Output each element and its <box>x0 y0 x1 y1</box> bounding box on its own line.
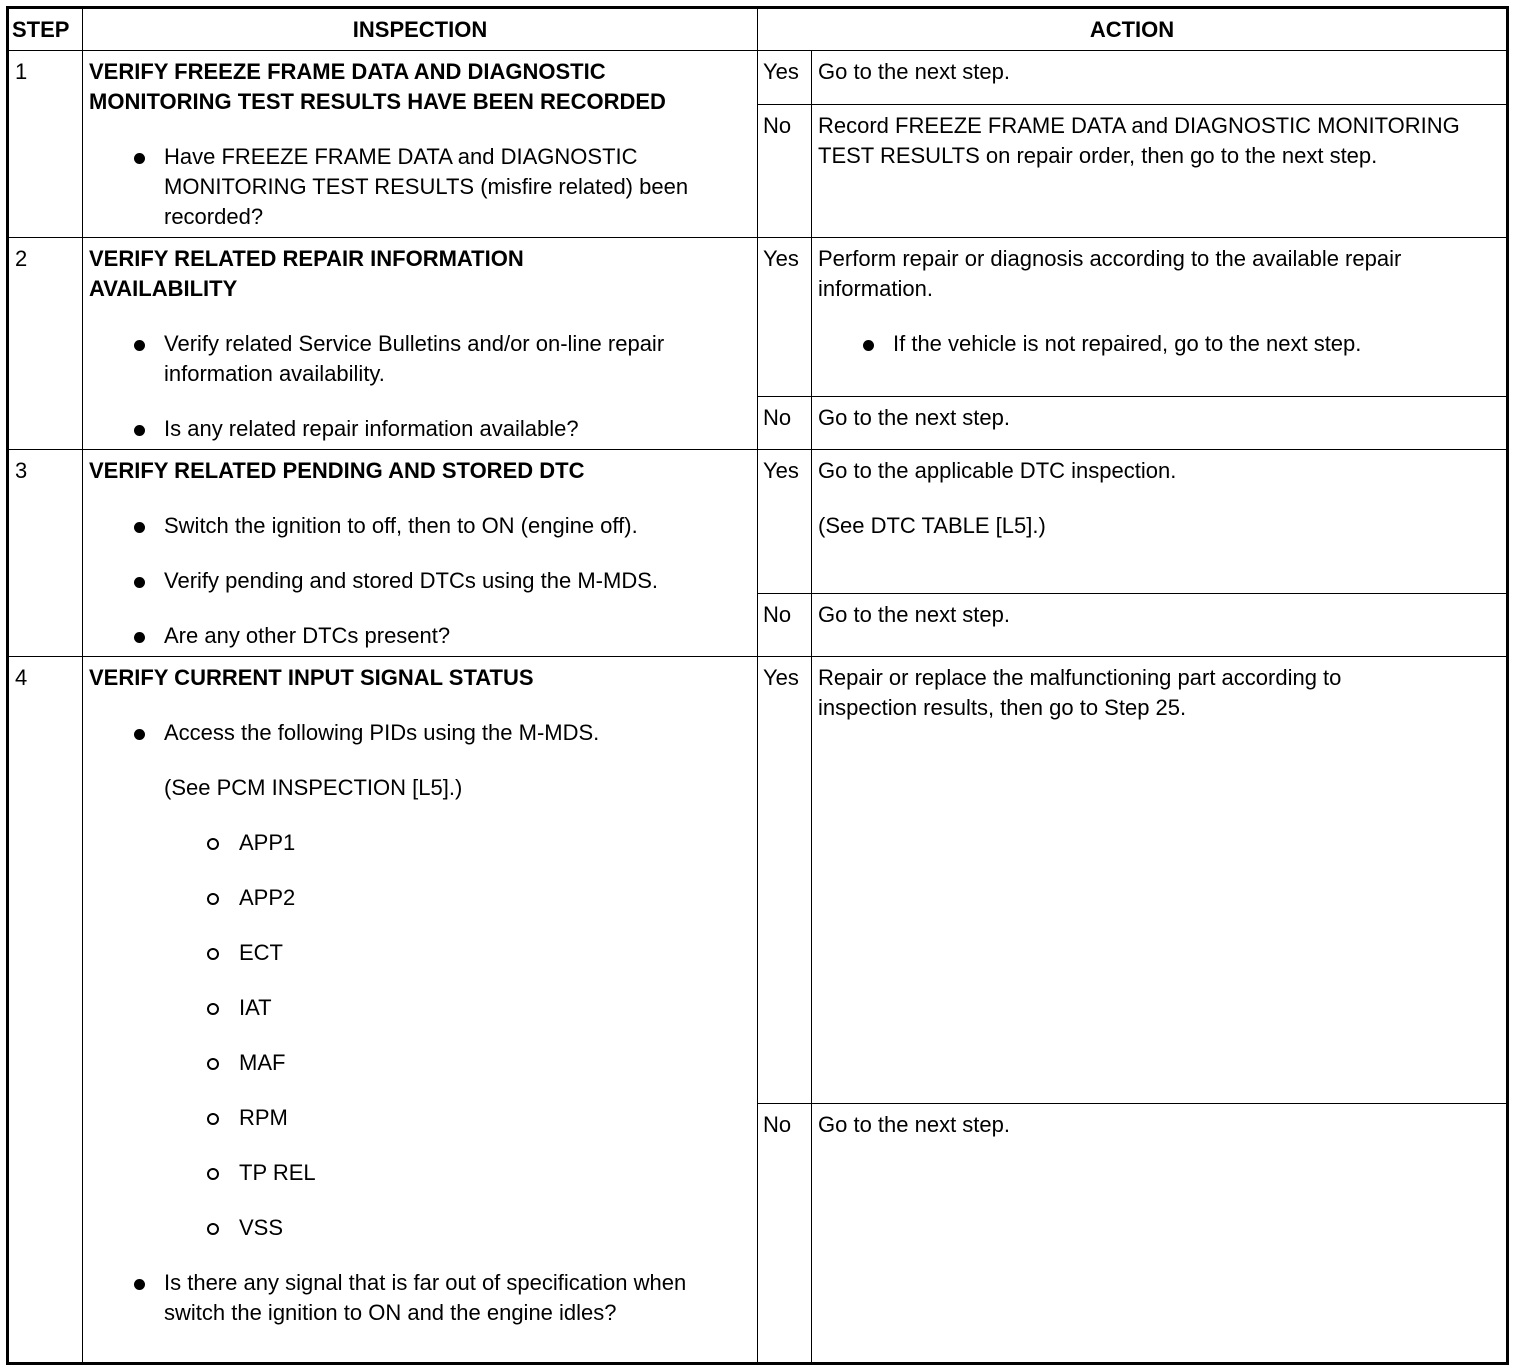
circle-bullet-icon <box>207 1003 219 1015</box>
yes-action: Go to the applicable DTC inspection. <box>818 458 1177 483</box>
circle-bullet-icon <box>207 1168 219 1180</box>
inspection-bullet <box>89 414 752 444</box>
no-label: No <box>758 397 812 450</box>
pid-item <box>89 1103 752 1133</box>
bullet-icon <box>134 340 145 351</box>
step-row <box>8 238 1508 397</box>
bullet-icon <box>134 729 145 740</box>
pid-item <box>89 938 752 968</box>
no-label: No <box>758 105 812 238</box>
bullet-text: Are any other DTCs present? <box>164 623 451 648</box>
bullet-icon <box>134 522 145 533</box>
pid-item <box>89 1048 752 1078</box>
bullet-icon <box>134 577 145 588</box>
pid-text: ECT <box>239 940 283 965</box>
yes-action-cell <box>812 238 1508 397</box>
bullet-icon <box>134 1279 145 1290</box>
inspection-bullet <box>89 621 752 651</box>
inspection-title: VERIFY FREEZE FRAME DATA AND DIAGNOSTIC MONITORING TEST RESULTS HAVE BEEN RECORDED <box>89 59 666 114</box>
yes-label: Yes <box>758 51 812 105</box>
bullet-icon <box>134 632 145 643</box>
circle-bullet-icon <box>207 1113 219 1125</box>
pid-text: APP1 <box>239 830 296 855</box>
yes-label: Yes <box>758 238 812 397</box>
pid-text: TP REL <box>239 1160 316 1185</box>
yes-label: Yes <box>758 657 812 1104</box>
no-label: No <box>758 594 812 657</box>
step-row <box>8 51 1508 105</box>
inspection-cell <box>83 51 758 238</box>
inspection-bullet <box>89 142 752 232</box>
pid-text: MAF <box>239 1050 286 1075</box>
pid-item <box>89 828 752 858</box>
circle-bullet-icon <box>207 1223 219 1235</box>
inspection-bullet <box>89 511 752 541</box>
step-row <box>8 657 1508 1104</box>
pid-text: RPM <box>239 1105 288 1130</box>
yes-action: Go to the next step. <box>812 51 1508 105</box>
inspection-bullet <box>89 329 752 389</box>
no-label: No <box>758 1104 812 1364</box>
circle-bullet-icon <box>207 838 219 850</box>
inspection-cell <box>83 238 758 450</box>
inspection-bullet <box>89 566 752 596</box>
no-action: Go to the next step. <box>812 397 1508 450</box>
step-number: 4 <box>8 657 83 1364</box>
yes-reference: (See DTC TABLE [L5].) <box>818 513 1046 538</box>
step-number: 3 <box>8 450 83 657</box>
bullet-text: If the vehicle is not repaired, go to the next step. <box>893 331 1362 356</box>
inspection-title: VERIFY RELATED PENDING AND STORED DTC <box>89 458 585 483</box>
bullet-text: Switch the ignition to off, then to ON (engine off). <box>164 513 638 538</box>
yes-action: Perform repair or diagnosis according to the available repair information. <box>818 246 1402 301</box>
pid-text: VSS <box>239 1215 284 1240</box>
action-bullet <box>818 329 1501 359</box>
bullet-text: Access the following PIDs using the M-MDS. <box>164 720 600 745</box>
pid-item <box>89 883 752 913</box>
yes-label: Yes <box>758 450 812 594</box>
inspection-bullet <box>89 718 752 748</box>
header-action: ACTION <box>758 8 1508 51</box>
bullet-icon <box>863 340 874 351</box>
bullet-text: Is there any signal that is far out of specification when switch the ignition to ON and the engine idles? <box>164 1270 687 1325</box>
bullet-text: Verify related Service Bulletins and/or on-line repair information availability. <box>164 331 665 386</box>
step-row <box>8 450 1508 594</box>
pid-item <box>89 1158 752 1188</box>
no-action: Go to the next step. <box>812 594 1508 657</box>
bullet-text: Is any related repair information available? <box>164 416 579 441</box>
header-step: STEP <box>8 8 83 51</box>
inspection-title: VERIFY RELATED REPAIR INFORMATION AVAILABILITY <box>89 246 524 301</box>
step-number: 1 <box>8 51 83 238</box>
no-action: Go to the next step. <box>812 1104 1508 1364</box>
bullet-icon <box>134 425 145 436</box>
step-number: 2 <box>8 238 83 450</box>
pid-item <box>89 993 752 1023</box>
inspection-cell <box>83 657 758 1364</box>
pid-text: APP2 <box>239 885 296 910</box>
bullet-text: Verify pending and stored DTCs using the M-MDS. <box>164 568 659 593</box>
pid-item <box>89 1213 752 1243</box>
pid-text: IAT <box>239 995 272 1020</box>
yes-action-cell <box>812 450 1508 594</box>
inspection-reference: (See PCM INSPECTION [L5].) <box>164 775 463 800</box>
inspection-title: VERIFY CURRENT INPUT SIGNAL STATUS <box>89 665 534 690</box>
header-row <box>8 8 1508 51</box>
circle-bullet-icon <box>207 1058 219 1070</box>
no-action: Record FREEZE FRAME DATA and DIAGNOSTIC MONITORING TEST RESULTS on repair order, then go to the next step. <box>812 105 1508 238</box>
bullet-text: Have FREEZE FRAME DATA and DIAGNOSTIC MONITORING TEST RESULTS (misfire related) been recorded? <box>164 144 689 229</box>
yes-action: Repair or replace the malfunctioning part according to inspection results, then go to Step 25. <box>812 657 1508 1104</box>
circle-bullet-icon <box>207 893 219 905</box>
diagnostic-table <box>6 6 1509 1365</box>
bullet-icon <box>134 153 145 164</box>
circle-bullet-icon <box>207 948 219 960</box>
inspection-bullet <box>89 1268 752 1328</box>
inspection-cell <box>83 450 758 657</box>
header-inspection: INSPECTION <box>83 8 758 51</box>
